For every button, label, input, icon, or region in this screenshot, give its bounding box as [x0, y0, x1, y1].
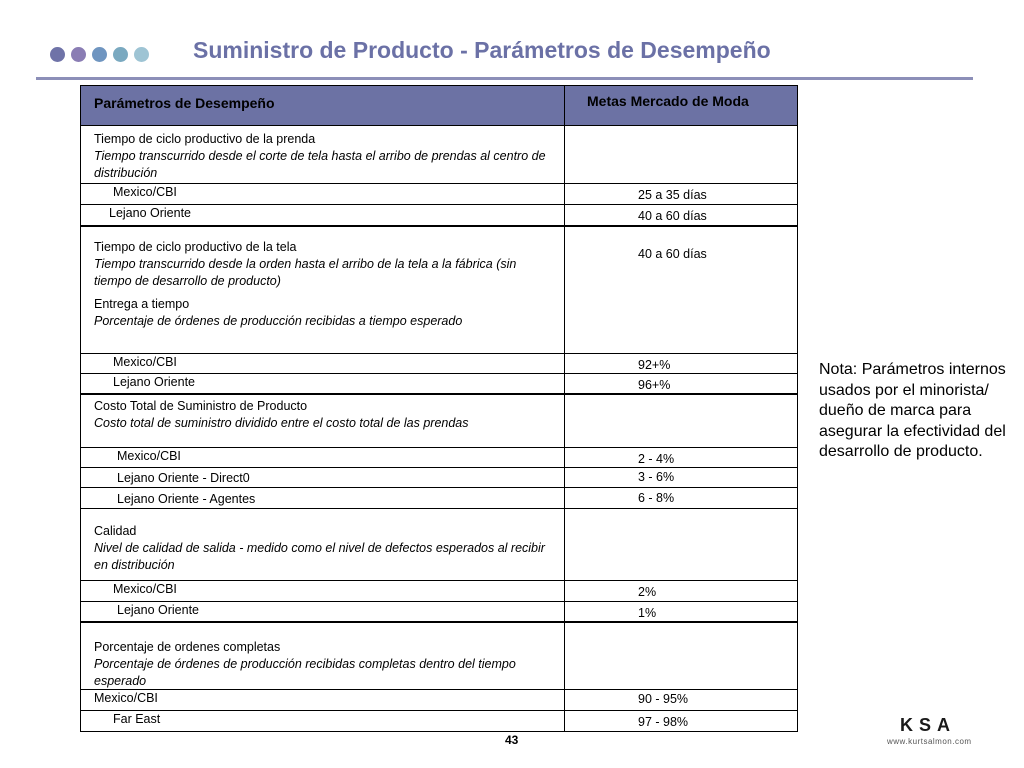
metric-value — [565, 509, 797, 580]
metric-value: 96+% — [638, 378, 671, 392]
table-row — [81, 125, 797, 183]
ksa-logo: KSA — [900, 715, 957, 735]
column-header-targets: Metas Mercado de Moda — [587, 93, 749, 109]
column-header-parameters: Parámetros de Desempeño — [81, 86, 565, 125]
metric-value: 1% — [638, 606, 657, 620]
metric-value: 6 - 8% — [638, 491, 675, 505]
table-row — [81, 183, 797, 204]
metric-value: 92+% — [638, 358, 671, 372]
dot-icon — [71, 47, 86, 62]
metric-value: 25 a 35 días — [638, 188, 707, 202]
region-label: Mexico/CBI — [81, 581, 565, 601]
metric-value: 3 - 6% — [638, 470, 675, 484]
table-row — [81, 225, 797, 353]
metric-description: Tiempo transcurrido desde la orden hasta el arribo de la tela a la fábrica (sin tiempo de desarrollo de producto) — [94, 257, 517, 288]
table-row — [81, 689, 797, 710]
table-row — [81, 467, 797, 487]
metric-title: Tiempo de ciclo productivo de la prenda — [94, 132, 316, 146]
table-row — [81, 487, 797, 508]
region-label: Lejano Oriente - Direct0 — [81, 468, 565, 487]
metric-value: 90 - 95% — [638, 692, 689, 706]
table-row — [81, 447, 797, 467]
metric-value — [565, 623, 797, 689]
title-divider — [36, 77, 973, 80]
metric-value: 97 - 98% — [638, 715, 689, 729]
metric-title: Porcentaje de ordenes completas — [94, 640, 281, 654]
metric-description: Nivel de calidad de salida - medido como el nivel de defectos esperados al recibir en distribución — [94, 541, 545, 572]
metric-description: Porcentaje de órdenes de producción recibidas completas dentro del tiempo esperado — [94, 657, 516, 688]
table-row — [81, 580, 797, 601]
table-row — [81, 710, 797, 731]
region-label: Mexico/CBI — [81, 354, 565, 373]
region-label: Lejano Oriente — [81, 602, 565, 621]
metric-value: 2% — [638, 585, 657, 599]
metric-title: Entrega a tiempo — [94, 297, 190, 311]
region-label: Mexico/CBI — [81, 690, 565, 710]
page-title: Suministro de Producto - Parámetros de Desempeño — [193, 37, 771, 63]
region-label: Mexico/CBI — [81, 184, 565, 204]
metric-description: Porcentaje de órdenes de producción recibidas a tiempo esperado — [94, 314, 463, 328]
region-label: Mexico/CBI — [81, 448, 565, 467]
dot-icon — [113, 47, 128, 62]
dot-icon — [134, 47, 149, 62]
metric-value: 40 a 60 días — [638, 209, 707, 223]
metric-value — [565, 395, 797, 447]
metrics-table — [80, 85, 798, 732]
table-row — [81, 353, 797, 373]
metric-title: Costo Total de Suministro de Producto — [94, 399, 308, 413]
table-header-row — [81, 86, 797, 125]
metric-value — [565, 126, 797, 183]
bullet-dots — [50, 44, 149, 66]
metric-title: Tiempo de ciclo productivo de la tela — [94, 240, 297, 254]
table-row — [81, 393, 797, 447]
page-number: 43 — [505, 733, 519, 747]
metric-value: 2 - 4% — [638, 452, 675, 466]
metric-title: Calidad — [94, 524, 137, 538]
region-label: Lejano Oriente — [81, 374, 565, 393]
metric-description: Costo total de suministro dividido entre el costo total de las prendas — [94, 416, 469, 430]
table-row — [81, 508, 797, 580]
table-row — [81, 601, 797, 621]
side-note: Nota: Parámetros internos usados por el minorista/ dueño de marca para asegurar la efectividad del desarrollo de producto. — [819, 361, 1006, 460]
metric-description: Tiempo transcurrido desde el corte de tela hasta el arribo de prendas al centro de distribución — [94, 149, 546, 180]
region-label: Far East — [81, 711, 565, 731]
table-row — [81, 621, 797, 689]
metric-value: 40 a 60 días — [638, 247, 707, 261]
table-row — [81, 204, 797, 225]
dot-icon — [92, 47, 107, 62]
table-row — [81, 373, 797, 393]
dot-icon — [50, 47, 65, 62]
footer-url: www.kurtsalmon.com — [887, 737, 972, 746]
region-label: Lejano Oriente - Agentes — [81, 488, 565, 508]
region-label: Lejano Oriente — [81, 205, 565, 225]
